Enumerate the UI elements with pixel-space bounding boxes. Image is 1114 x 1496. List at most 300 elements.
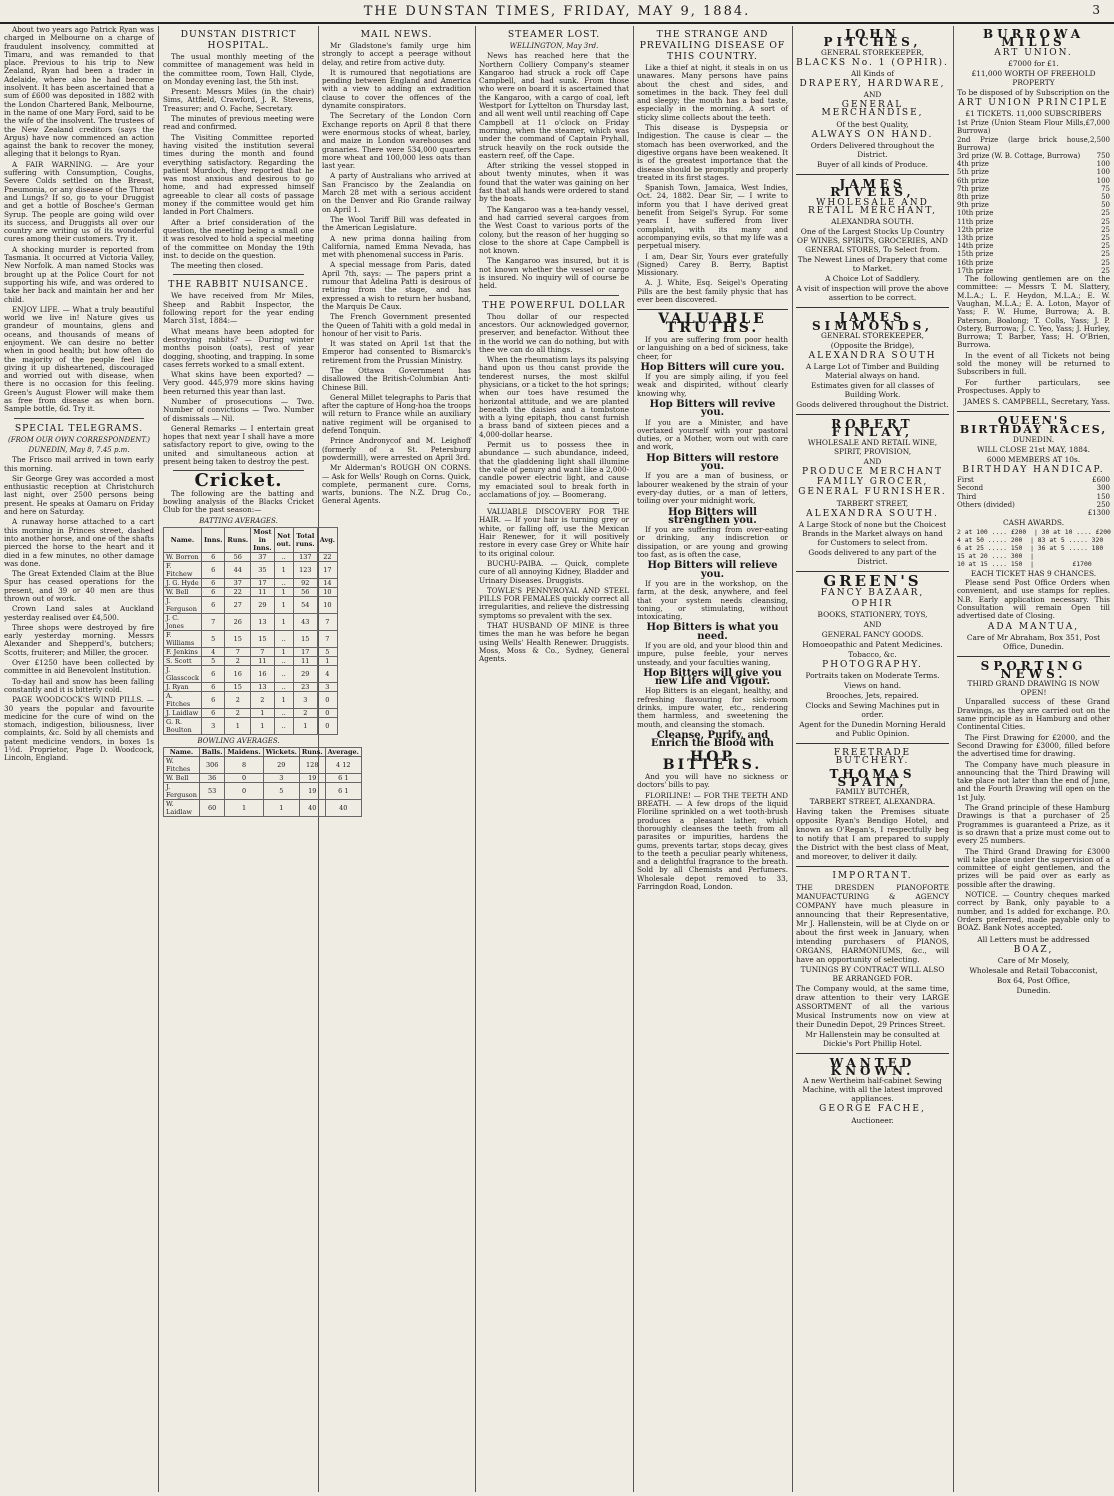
table-cell: 6: [201, 665, 224, 682]
ad-line: GENERAL FANCY GOODS.: [821, 629, 924, 639]
ad-line: A new Wertheim half-cabinet Sewing Machine, with all the latest improved appliances.: [802, 1076, 943, 1104]
valuable-truths-heading: VALUABLE TRUTHS.: [658, 311, 767, 336]
table-cell: F. Williams: [164, 630, 202, 647]
table-cell: 43: [293, 613, 317, 630]
truth-text: If you are in the workshop, on the farm, at the desk, anywhere, and feel that your system needs cleansing, toning, or stimulating, without intoxicating,: [637, 578, 788, 622]
article-shocking-murder: A shocking murder is reported from Tasmania. It occurred at Victoria Valley, New Norfolk. A man named Stocks was brought up at the Police Court for not supporting his wife, and was ordered to take her back and maintain her and her child.: [4, 244, 154, 304]
award-row: 4 at 50 ..... 200 | 83 at 5 ..... 320: [957, 536, 1104, 545]
ad-line: Goods delivered throughout the District.: [796, 400, 949, 410]
ad-line: BIRTHDAY HANDICAP.: [962, 464, 1105, 475]
telegram-item: Three shops were destroyed by fire early yesterday morning. Messrs Alexander and Shepperd's, butchers; Scotts, fruiterer; and Miller, the grocer.: [4, 622, 154, 657]
hospital-text: The usual monthly meeting of the committee of management was held in the committee room, Town Hall, Clyde, on Monday evening last, the 5th inst.: [163, 52, 314, 86]
page-number: 3: [1092, 3, 1100, 17]
truth-text: If you are old, and your blood thin and impure, pulse feeble, your nerves unsteady, and your faculties waning,: [637, 641, 788, 667]
ad-line: AND: [863, 456, 882, 466]
table-header-cell: Inns.: [201, 527, 224, 552]
divider: [489, 503, 619, 504]
hospital-text: Present: Messrs Miles (in the chair) Sims, Attfield, Crawford, J. R. Stevens, Treasurer; and O. Fache, Secretary.: [163, 87, 314, 113]
prize-row: [957, 484, 1110, 492]
ad-line: FAMILY GROCER,: [816, 477, 929, 488]
table-cell: F. Jenkins: [164, 647, 202, 656]
table-cell: 19: [299, 783, 325, 800]
ad-line: JAMES S. CAMPBELL, Secretary, Yass.: [964, 397, 1110, 407]
ad-line: GENERAL FURNISHER.: [798, 487, 947, 498]
table-cell: G. R. Boulton: [164, 717, 202, 734]
prize-value: 100: [1096, 160, 1110, 169]
table-cell: 3: [201, 717, 224, 734]
ad-line: TARBERT STREET,: [836, 498, 909, 508]
table-cell: 3: [263, 774, 299, 783]
table-cell: S. Scott: [164, 656, 202, 665]
ad-line: (Opposite the Bridge),: [830, 340, 915, 350]
table-cell: 56: [225, 552, 251, 561]
table-cell: J. C. Jones: [164, 613, 202, 630]
table-cell: 0: [225, 783, 263, 800]
prize-label: 8th prize: [957, 193, 989, 202]
table-cell: 29: [293, 665, 317, 682]
telegram-item: Sir George Grey was accorded a most enthusiastic reception at Christchurch last night, over 2500 persons being present. He speaks at Oamaru on Friday and here on Saturday.: [4, 473, 154, 517]
award-row: 10 at 15 .... 150 | £1700: [957, 560, 1092, 569]
table-cell: 35: [251, 561, 274, 578]
mail-item: The Secretary of the London Corn Exchange reports on April 8 that there were enormous stocks of wheat, barley, and maize in London warehouses and granaries. There were 534,000 quarters more wheat and 100,000 less oats than last year.: [322, 111, 471, 171]
table-cell: J. Ferguson: [164, 783, 200, 800]
prize-value: £7,000: [1085, 119, 1110, 128]
table-cell: 7: [201, 613, 224, 630]
table-cell: 11: [293, 656, 317, 665]
table-row: [164, 717, 338, 734]
ad-line: Care of Mr Mosely,: [997, 955, 1070, 965]
ad-line: Having taken the Premises situate opposite Ryan's Bendigo Hotel, and known as O'Regan's, I respectfully beg to notify that I am prepared to supply the District with the best class of Meat, and moreover, to deliver it daily.: [796, 807, 949, 862]
hop-bitters-line: Hop Bitters will strengthen you.: [668, 506, 757, 526]
steamer-text: News has reached here that the Northern Colliery Company's steamer Kangaroo had struck a rock off Cape Campbell, and had sunk. From those who were on board it is ascertained that the Kangaroo, with a cargo of coal, left Westport for Lyttelton on Thursday last, and all went well until reaching off Cape Campbell at 11 o'clock on Friday morning, when the steamer, which was under the command of Captain Pryhall, struck heavily on the rock outside the eastern reef, off the Cape.: [479, 51, 629, 160]
hospital-text: The Visiting Committee reported having visited the institution several times during the month and found everything satisfactory. Regarding the patient Murdoch, they reported that he was most anxious and desirous to go home, and had expressed himself agreeable to clear all costs of passage money if the committee would get him landed in Port Chalmers.: [163, 132, 314, 217]
hop-bitters-big: HOP BITTERS.: [662, 748, 763, 773]
award-row: 2 at 100 .... £200 | 30 at 10 .... £200: [957, 528, 1111, 537]
table-cell: 7: [317, 630, 337, 647]
divider: [957, 656, 1110, 657]
ad-line: Of the best Quality,: [836, 119, 909, 129]
dollar-text: Thou dollar of our respected ancestors. Our acknowledged governor, preserver, and benefactor. Without thee in the world we can do nothing, but with thee we can do all things.: [479, 311, 629, 354]
prize-value: 250: [1096, 500, 1110, 509]
disease-signature: I am, Dear Sir, Yours ever gratefully (Signed) Carey B. Berry, Baptist Missionary.: [637, 251, 788, 278]
truth-text: If you are suffering from over-eating or drinking, any indiscretion or dissipation, or are young and growing too fast, as is often the case,: [637, 525, 788, 560]
ad-line: WILL CLOSE 21st MAY, 1884.: [976, 444, 1090, 454]
ad-line: ALWAYS ON HAND.: [811, 129, 934, 140]
column-4: [479, 26, 629, 1492]
dateline: WELLINGTON, May 3rd.: [509, 42, 599, 50]
mail-item: The French Government presented the Queen of Tahiti with a gold medal in honour of her visit to Paris.: [322, 312, 471, 338]
table-cell: 6 1: [325, 783, 361, 800]
table-cell: 23: [293, 682, 317, 691]
table-cell: J. Ferguson: [164, 596, 202, 613]
table-cell: 4: [201, 647, 224, 656]
table-cell: 3: [293, 691, 317, 708]
table-cell: 15: [251, 630, 274, 647]
prize-value: 100: [1096, 176, 1110, 185]
prize-label: 2nd Prize (large brick house, Burrowa): [957, 135, 1090, 152]
table-cell: 1: [274, 596, 293, 613]
prize-value: 25: [1101, 258, 1110, 267]
hop-bitters-line: Hop Bitters is what you need.: [646, 622, 779, 642]
ad-line: Portraits taken on Moderate Terms.: [805, 671, 940, 681]
special-telegrams-sub: (FROM OUR OWN CORRESPONDENT.): [8, 435, 150, 444]
prize-value: 50: [1101, 193, 1110, 202]
table-cell: 6: [201, 587, 224, 596]
table-cell: 27: [225, 596, 251, 613]
disease-text: Spanish Town, Jamaica, West Indies, Oct. 24, 1882. Dear Sir, — I write to inform you that I have derived great benefit from Seigel's Syrup. For some years I have suffered from liver complaint, with its many and accompanying evils, so that my life was a perpetual misery.: [637, 183, 788, 251]
table-cell: 10: [317, 587, 337, 596]
rabbit-heading: THE RABBIT NUISANCE.: [168, 279, 309, 291]
prize-label: 17th prize: [957, 266, 994, 275]
ad-line: TUNINGS BY CONTRACT WILL ALSO BE ARRANGED FOR.: [800, 964, 945, 983]
table-cell: 53: [199, 783, 225, 800]
column-6: [796, 26, 949, 1492]
ad-line: Brooches, Jets, repaired.: [826, 691, 919, 701]
prize-row: [957, 234, 1110, 242]
ad-line: All Letters must be addressed: [977, 934, 1090, 944]
table-cell: 0: [317, 717, 337, 734]
ad-rivers-name: JAMES RIVERS,: [830, 177, 915, 200]
table-cell: 7: [317, 613, 337, 630]
table-cell: 1: [293, 717, 317, 734]
table-cell: 36: [199, 774, 225, 783]
table-cell: 11: [251, 587, 274, 596]
ad-line: ALEXANDRA SOUTH.: [831, 217, 914, 227]
column-rule: [475, 26, 476, 1492]
table-cell: 37: [251, 552, 274, 561]
table-cell: 1: [317, 656, 337, 665]
table-cell: ..: [274, 717, 293, 734]
table-cell: 15: [225, 682, 251, 691]
prize-value: £1300: [1087, 508, 1110, 517]
table-cell: 6: [201, 682, 224, 691]
table-cell: 7: [251, 647, 274, 656]
mail-news-heading: MAIL NEWS.: [360, 29, 433, 40]
ad-text: For further particulars, see Prospectuses. Apply to: [957, 377, 1110, 395]
table-cell: W. Laidlaw: [164, 800, 200, 817]
special-telegrams-heading: SPECIAL TELEGRAMS.: [14, 422, 144, 434]
ad-line: Mr Hallenstein may be consulted at Dickie's Port Phillip Hotel.: [805, 1029, 940, 1048]
disease-heading: THE STRANGE AND PREVAILING DISEASE OF THIS COUNTRY.: [639, 29, 786, 62]
ad-line: One of the Largest Stocks Up Country OF WINES, SPIRITS, GROCERIES, AND GENERAL STORES, To Select from.: [797, 227, 948, 255]
award-row: 15 at 20 .... 300 |: [957, 552, 1034, 561]
ad-line: BOAZ,: [1013, 944, 1054, 955]
column-rule: [792, 26, 793, 1492]
table-cell: ..: [274, 665, 293, 682]
table-cell: 17: [293, 647, 317, 656]
hospital-text: The meeting then closed.: [171, 261, 264, 271]
truth-text: If you are a Minister, and have overtaxed yourself with your pastoral duties, or a Mother, worn out with care and work,: [637, 417, 788, 452]
prize-row: [957, 250, 1110, 258]
table-cell: ..: [274, 708, 293, 717]
ad-line: Tobacco, &c.: [848, 649, 897, 659]
table-cell: ..: [274, 552, 293, 561]
divider: [637, 309, 788, 310]
table-cell: 4 12: [325, 757, 361, 774]
prize-value: 100: [1096, 168, 1110, 177]
table-header-cell: Wickets.: [263, 748, 299, 757]
ad-line: THE DRESDEN PIANOFORTE MANUFACTURING & AGENCY COMPANY have much pleasure in announcing that their Representative, Mr J. Hallenstein, will be at Clyde on or about the first week in January, when intending purchasers of PIANOS, ORGANS, HARMONIUMS, &c., will have an opportunity of selecting.: [796, 882, 949, 964]
ad-line: Homoeopathic and Patent Medicines.: [802, 639, 943, 649]
ad-line: £7000 for £1.: [1008, 58, 1059, 68]
cricket-heading: Cricket.: [194, 470, 283, 492]
mail-item: It was stated on April 1st that the Emperor had consented to Bismarck's retirement from the Prussian Ministry.: [322, 339, 471, 365]
table-cell: 92: [293, 578, 317, 587]
advert-buchu: BUCHU-PAIBA. — Quick, complete cure of all annoying Kidney, Bladder and Urinary Diseases. Druggists.: [479, 558, 629, 585]
table-cell: 2: [225, 656, 251, 665]
table-cell: 40: [299, 800, 325, 817]
disease-text: A. J. White, Esq. Seigel's Operating Pills are the best family physic that has ever been discovered.: [637, 278, 788, 305]
prize-value: 25: [1101, 209, 1110, 218]
telegram-item: The Great Extended Claim at the Blue Spur has ceased operations for the present, and 39 or 40 men are thus thrown out of work.: [4, 569, 154, 603]
divider: [14, 418, 144, 419]
ad-line: All Kinds of: [850, 68, 895, 78]
article-fair-warning: A FAIR WARNING. — Are your suffering with Consumption, Coughs, Severe Colds settled on the Breast, Pneumonia, or any disease of the Throat and Lungs? If so, go to your Druggist and get a bottle of Boschee's German Syrup. The people are going wild over its success, and Druggists all over our country are writing us of its wonderful cures among their customers. Try it.: [4, 159, 154, 244]
prize-label: Third: [957, 492, 977, 501]
prize-row: [957, 168, 1110, 176]
ad-spain-name: THOMAS SPAIN,: [829, 766, 916, 790]
ad-line: FANCY BAZAAR,: [820, 588, 925, 599]
hospital-text: After a brief consideration of the question, the meeting being a small one it was resolved to hold a special meeting of the committee on Monday the 19th inst. to decide on the question.: [163, 217, 314, 260]
table-cell: 1: [274, 647, 293, 656]
hop-bitters-line: Hop Bitters will give you new Life and Vigour.: [643, 667, 782, 688]
prize-row: [957, 493, 1110, 501]
masthead: [0, 0, 1114, 24]
table-cell: 37: [225, 578, 251, 587]
advert-floriline: FLORILINE! — FOR THE TEETH AND BREATH. — A few drops of the liquid Floriline sprinkled on a wet tooth-brush produces a pleasant lather, which thoroughly cleanses the teeth from all parasites or impurities, hardens the gums, prevents tartar, stops decay, gives to the teeth a peculiar pearly whiteness, and a delightful fragrance to the breath. Sold by all Chemists and Perfumers. Wholesale depot removed to 33, Farringdon Road, London.: [637, 790, 788, 892]
prize-row: [957, 242, 1110, 250]
table-row: [164, 596, 338, 613]
table-cell: 6: [201, 596, 224, 613]
prize-row: [957, 226, 1110, 234]
advert-towle: TOWLE'S PENNYROYAL AND STEEL PILLS FOR FEMALES quickly correct all irregularities, and relieve the distressing symptoms so prevalent with the sex.: [479, 585, 629, 620]
ad-line: A Large Lot of Timber and Building Material always on hand.: [805, 362, 940, 381]
mail-item: The Ottawa Government has disallowed the British-Columbian Anti-Chinese Bill.: [322, 365, 471, 392]
prize-label: First: [957, 476, 974, 485]
ad-line: GENERAL STOREKEEPER,: [821, 47, 924, 57]
ad-line: The Company would, at the same time, draw attention to their very LARGE ASSORTMENT of all the various Musical Instruments now on view at their Dunedin Depot, 29 Princes Street.: [796, 983, 949, 1029]
ad-greens-name: GREEN'S: [823, 571, 922, 590]
truth-text: If you are suffering from poor health or languishing on a bed of sickness, take cheer, for: [637, 334, 788, 361]
prize-value: 2,500: [1089, 135, 1110, 144]
table-header-cell: Name.: [164, 527, 202, 552]
ad-line: Clocks and Sewing Machines put in order.: [805, 701, 940, 720]
ad-text: The Third Grand Drawing for £3000 will take place under the supervision of a committee of eight gentlemen, and the prizes will be paid over as early as possible after the drawing.: [957, 846, 1110, 889]
table-row: [164, 691, 338, 708]
table-cell: F. Fitchew: [164, 561, 202, 578]
table-header-cell: Name.: [164, 748, 200, 757]
ad-text: The Grand principle of these Hamburg Drawings is that a purchaser of 25 Programmes is guaranteed a Prize, as it is so drawn that a prize must come out to every 25 numbers.: [957, 803, 1110, 846]
hop-bitters-line: Hop Bitters will revive you.: [649, 398, 776, 419]
prize-row: [957, 259, 1110, 267]
ad-text: Unparalled success of these Grand Drawings, as they are carried out on the same principle as in Hamburg and other Continental Cities.: [957, 697, 1110, 732]
rabbit-text: General Remarks — I entertain great hopes that next year I shall have a more satisfactory report to give, owing to the united and simultaneous action at present being taken to destroy the pest.: [163, 423, 314, 467]
column-2: [163, 26, 359, 1492]
ad-line: GENERAL MERCHANDISE,: [821, 100, 924, 119]
column-rule: [633, 26, 634, 1492]
table-header-cell: Maidens.: [225, 748, 263, 757]
ad-sporting-news: SPORTING NEWS.: [980, 658, 1087, 682]
ad-line: Box 64, Post Office,: [996, 975, 1071, 985]
table-cell: J. Glasscock: [164, 665, 202, 682]
ad-line: PHOTOGRAPHY.: [822, 659, 923, 670]
ad-line: DUNEDIN.: [1012, 434, 1055, 444]
mail-item: It is rumoured that negotiations are pending between England and America with a view to adding an extradition clause to cover the offences of the dynamite conspirators.: [322, 67, 471, 111]
table-header-cell: Avg.: [317, 527, 337, 552]
table-cell: 1: [274, 561, 293, 578]
ad-line: AND: [863, 90, 882, 100]
table-body: [164, 552, 338, 734]
prize-row: [957, 177, 1110, 185]
prize-row: [957, 209, 1110, 217]
dollar-text: Permit us to possess thee in abundance — such abundance, indeed, that the gladdening light shall illumine the vale of penury and want like a 2,000-candle power electric light, and cause my emaciated soul to break forth in acclamations of joy. — Boomerang.: [479, 440, 629, 499]
table-row: [164, 708, 338, 717]
prize-label: 13th prize: [957, 234, 994, 243]
ad-text: NOTICE. — Country cheques marked correct by Bank, only payable to a number, and 1s added for exchange. P.O. Orders preferred, made payable only to BOAZ. Bank Notes accepted.: [957, 890, 1110, 933]
table-cell: 16: [251, 665, 274, 682]
telegram-item: Over £1250 have been collected by committee in aid Benevolent Institution.: [4, 658, 154, 676]
column-5: [637, 26, 788, 1492]
batting-table: [163, 527, 338, 735]
table-cell: 6: [201, 708, 224, 717]
truth-text: And you will have no sickness or doctors' bills to pay.: [637, 772, 788, 790]
ad-pitches-name: JOHN PITCHES,: [823, 27, 922, 50]
prize-value: 75: [1101, 184, 1110, 193]
ad-line: ART UNION PRINCIPLE: [958, 97, 1109, 108]
ad-line: Dunedin.: [1016, 985, 1051, 995]
table-cell: 0: [317, 708, 337, 717]
table-row: [164, 578, 338, 587]
ad-line: Orders Delivered throughout the District.: [810, 141, 935, 160]
prize-row: [957, 501, 1110, 509]
prize-row: [957, 193, 1110, 201]
prize-value: 25: [1101, 217, 1110, 226]
article-enjoy-life: ENJOY LIFE. — What a truly beautiful world we live in! Nature gives us grandeur of mountains, glens and oceans, and thousands of means of enjoyment. We can desire no better when in good health; but how often do the majority of the people feel like giving it up disheartened, discouraged and worried out with disease, when there is no occasion for this feeling. Green's August Flower will make them as free from disease as when born. Sample bottle, 6d. Try it.: [4, 304, 154, 414]
telegram-item: Crown Land sales at Auckland yesterday realised over £4,500.: [4, 604, 154, 622]
prize-label: 3rd prize (W. B. Cottage, Burrowa): [957, 152, 1081, 160]
table-row: [164, 587, 338, 596]
table-cell: ..: [274, 578, 293, 587]
table-header-cell: Total runs.: [293, 527, 317, 552]
table-cell: 2: [225, 691, 251, 708]
mail-item: A party of Australians who arrived at San Francisco by the Zealandia on March 28 met with a serious accident on the Denver and Rio Grande railway on April 1.: [322, 171, 471, 214]
table-cell: 3: [317, 682, 337, 691]
table-cell: 17: [251, 578, 274, 587]
ad-line: THIRD GRAND DRAWING IS NOW OPEN!: [967, 679, 1100, 698]
advert-husband: THAT HUSBAND OF MINE is three times the man he was before he began using Wells' Health Renewer. Druggists. Moss, Moss & Co., Sydney, General Agents.: [479, 621, 629, 664]
column-rule: [158, 26, 159, 1492]
prize-label: 12th prize: [957, 225, 994, 234]
table-cell: 60: [199, 800, 225, 817]
table-cell: 22: [317, 552, 337, 561]
ad-line: A Choice Lot of Saddlery.: [825, 274, 920, 284]
table-cell: 22: [225, 587, 251, 596]
prize-value: 25: [1101, 234, 1110, 243]
table-cell: 15: [293, 630, 317, 647]
prize-row: [957, 509, 1110, 517]
table-cell: 6 1: [325, 774, 361, 783]
ad-line: Estimates given for all classes of Building Work.: [811, 381, 934, 400]
column-7: [957, 26, 1110, 1492]
prize-label: 7th prize: [957, 184, 989, 193]
ad-line: BOOKS, STATIONERY, TOYS,: [817, 609, 928, 619]
ad-wanted-known: WANTED KNOWN.: [829, 1055, 916, 1078]
table-row: [164, 552, 338, 561]
table-cell: 5: [263, 783, 299, 800]
ad-line: The Newest Lines of Drapery that come to Market.: [797, 255, 948, 274]
ad-line: Wholesale and Retail Tobacconist,: [969, 965, 1098, 975]
prize-label: 16th prize: [957, 258, 994, 267]
table-cell: 44: [225, 561, 251, 578]
table-row: [164, 561, 338, 578]
table-row: [164, 647, 338, 656]
masthead-title: THE DUNSTAN TIMES, FRIDAY, MAY 9, 1884.: [363, 3, 751, 19]
ad-queens-birthday: QUEEN'S BIRTHDAY RACES,: [959, 414, 1108, 436]
divider: [796, 174, 949, 175]
prize-row: [957, 201, 1110, 209]
table-cell: ..: [274, 682, 293, 691]
prize-label: 5th prize: [957, 168, 989, 177]
ad-line: Goods delivered to any part of the District.: [808, 547, 937, 566]
table-cell: 1: [274, 691, 293, 708]
table-cell: 4: [317, 665, 337, 682]
ad-line: Agent for the Dunedin Morning Herald and Public Opinion.: [799, 720, 946, 739]
table-cell: 306: [199, 757, 225, 774]
ad-line: A Large Stock of none but the Choicest Brands in the Market always on hand for Customers to select from.: [798, 519, 947, 547]
table-cell: W. Fitches: [164, 757, 200, 774]
divider: [796, 307, 949, 308]
rabbit-text: What skins have been exported? — Very good. 445,979 more skins having been returned this year than last.: [163, 370, 314, 396]
ad-important-heading: IMPORTANT.: [832, 871, 913, 882]
table-cell: 17: [317, 561, 337, 578]
ad-line: £11,000 WORTH OF FREEHOLD PROPERTY: [971, 68, 1096, 87]
truth-text: If you are simply ailing, if you feel weak and dispirited, without clearly knowing why,: [637, 372, 788, 398]
table-cell: 0: [317, 691, 337, 708]
ad-text: The Company have much pleasure in announcing that the Third Drawing will take place not later than the end of June, and the Fourth Drawing will open on the 1st July.: [957, 759, 1110, 802]
table-header-cell: Balls.: [199, 748, 225, 757]
ad-burrowa-heading: BURROWA MILLS: [982, 27, 1085, 50]
table-row: [164, 656, 338, 665]
divider: [489, 295, 619, 296]
steamer-lost-heading: STEAMER LOST.: [507, 29, 601, 40]
divider: [957, 411, 1110, 412]
hop-bitters-line: Hop Bitters will relieve you.: [647, 560, 778, 580]
prize-label: Others (divided): [957, 500, 1015, 509]
prize-label: 10th prize: [957, 209, 994, 218]
mail-item: Mr Gladstone's family urge him strongly to accept a peerage without delay, and retire from active duty.: [322, 41, 471, 67]
advert-page-woodcock: PAGE WOODCOCK'S WIND PILLS. — 30 years the popular and favourite medicine for the cure of wind on the stomach, indigestion, biliousness, liver complaints, &c. Sold by all chemists and patent medicine vendors, in boxes 1s 1½d. Proprietor, Page D. Woodcock, Lincoln, England.: [4, 695, 154, 763]
truth-text: If you are a man of business, or labourer weakened by the strain of your every-day duties, or a man of letters, toiling over your midnight work,: [637, 471, 788, 506]
telegram-item: To-day hail and snow has been falling constantly and it is bitterly cold.: [4, 676, 154, 694]
cricket-intro: The following are the batting and bowling analysis of the Blacks Cricket Club for the past season:—: [163, 488, 314, 515]
ad-line: EACH TICKET HAS 9 CHANCES.: [970, 569, 1097, 579]
ad-line: BLACKS No. 1 (OPHIR).: [796, 57, 949, 68]
table-header-cell: Most in Inns.: [251, 527, 274, 552]
table-cell: 15: [225, 630, 251, 647]
prize-row: [957, 136, 1110, 152]
table-row: [164, 630, 338, 647]
ad-butchery-heading: FREETRADE BUTCHERY.: [833, 748, 912, 767]
ad-line: ALEXANDRA SOUTH: [808, 350, 937, 361]
table-cell: 1: [225, 717, 251, 734]
table-header-cell: Runs.: [225, 527, 251, 552]
table-cell: 1: [274, 587, 293, 596]
table-cell: 1: [263, 800, 299, 817]
prize-value: 750: [1096, 152, 1110, 160]
table-cell: W. Bell: [164, 774, 200, 783]
table-cell: A. Fitches: [164, 691, 202, 708]
ad-line: GEORGE FACHE,: [819, 1104, 926, 1115]
